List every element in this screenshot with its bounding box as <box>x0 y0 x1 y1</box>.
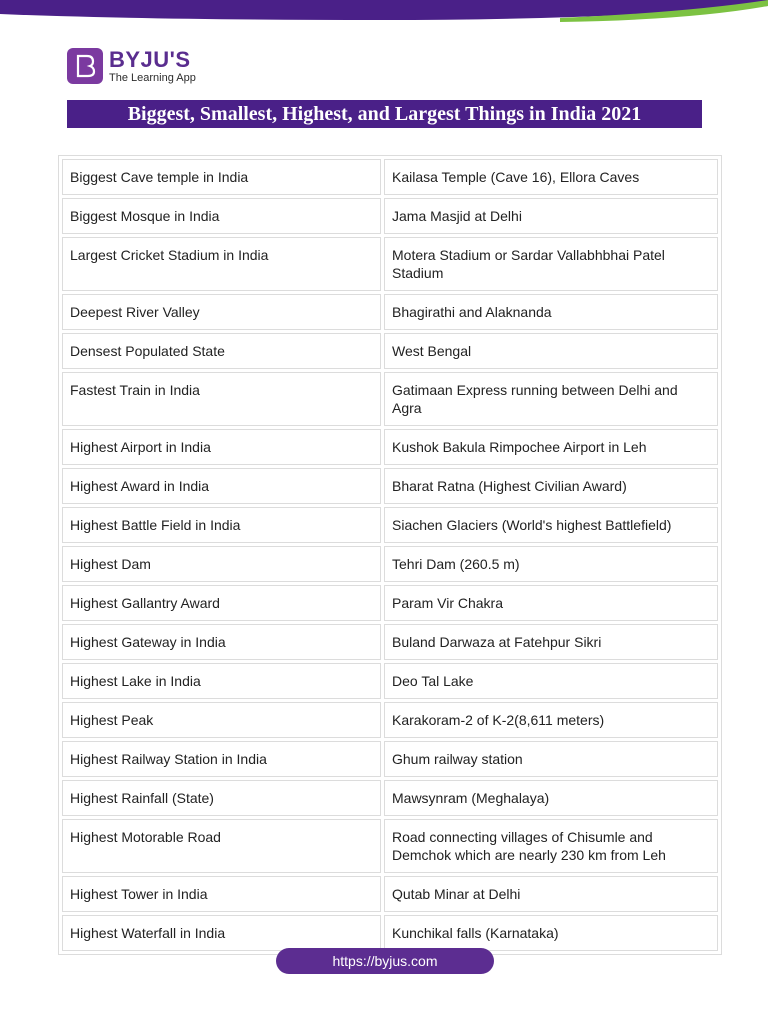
category-cell: Highest Airport in India <box>62 429 381 465</box>
category-cell: Largest Cricket Stadium in India <box>62 237 381 291</box>
category-cell: Highest Railway Station in India <box>62 741 381 777</box>
category-cell: Highest Award in India <box>62 468 381 504</box>
table-row <box>62 372 718 426</box>
facts-table <box>58 155 722 955</box>
category-cell: Highest Peak <box>62 702 381 738</box>
category-cell: Highest Motorable Road <box>62 819 381 873</box>
answer-cell: Jama Masjid at Delhi <box>384 198 718 234</box>
category-cell: Highest Rainfall (State) <box>62 780 381 816</box>
answer-cell: Qutab Minar at Delhi <box>384 876 718 912</box>
category-cell: Biggest Mosque in India <box>62 198 381 234</box>
answer-cell: Karakoram-2 of K-2(8,611 meters) <box>384 702 718 738</box>
table-row <box>62 546 718 582</box>
logo-mark-icon <box>67 48 103 84</box>
category-cell: Biggest Cave temple in India <box>62 159 381 195</box>
category-cell: Highest Waterfall in India <box>62 915 381 951</box>
category-cell: Highest Gallantry Award <box>62 585 381 621</box>
category-cell: Highest Lake in India <box>62 663 381 699</box>
table-row <box>62 819 718 873</box>
table-row <box>62 429 718 465</box>
answer-cell: Motera Stadium or Sardar Vallabhbhai Patel Stadium <box>384 237 718 291</box>
category-cell: Deepest River Valley <box>62 294 381 330</box>
table-row <box>62 876 718 912</box>
answer-cell: Kunchikal falls (Karnataka) <box>384 915 718 951</box>
answer-cell: Kushok Bakula Rimpochee Airport in Leh <box>384 429 718 465</box>
table-row <box>62 507 718 543</box>
table-row <box>62 294 718 330</box>
table-row <box>62 237 718 291</box>
table-row <box>62 741 718 777</box>
category-cell: Fastest Train in India <box>62 372 381 426</box>
table-row <box>62 915 718 951</box>
table-row <box>62 624 718 660</box>
answer-cell: Ghum railway station <box>384 741 718 777</box>
table-row <box>62 468 718 504</box>
logo-name: BYJU'S <box>109 46 191 72</box>
answer-cell: Tehri Dam (260.5 m) <box>384 546 718 582</box>
table-row <box>62 198 718 234</box>
logo-tagline: The Learning App <box>109 71 196 84</box>
answer-cell: Road connecting villages of Chisumle and Demchok which are nearly 230 km from Leh <box>384 819 718 873</box>
table-row <box>62 159 718 195</box>
table-row <box>62 780 718 816</box>
table-row <box>62 585 718 621</box>
website-link[interactable]: https://byjus.com <box>276 948 494 974</box>
answer-cell: Mawsynram (Meghalaya) <box>384 780 718 816</box>
answer-cell: Kailasa Temple (Cave 16), Ellora Caves <box>384 159 718 195</box>
answer-cell: Buland Darwaza at Fatehpur Sikri <box>384 624 718 660</box>
answer-cell: Deo Tal Lake <box>384 663 718 699</box>
answer-cell: West Bengal <box>384 333 718 369</box>
category-cell: Highest Gateway in India <box>62 624 381 660</box>
header-decoration-band <box>0 0 768 24</box>
category-cell: Highest Dam <box>62 546 381 582</box>
table-row <box>62 333 718 369</box>
answer-cell: Gatimaan Express running between Delhi and Agra <box>384 372 718 426</box>
page-title: Biggest, Smallest, Highest, and Largest Things in India 2021 <box>67 100 702 128</box>
answer-cell: Bhagirathi and Alaknanda <box>384 294 718 330</box>
category-cell: Highest Tower in India <box>62 876 381 912</box>
category-cell: Highest Battle Field in India <box>62 507 381 543</box>
table-row <box>62 663 718 699</box>
answer-cell: Bharat Ratna (Highest Civilian Award) <box>384 468 718 504</box>
byjus-logo <box>67 46 196 86</box>
table-row <box>62 702 718 738</box>
category-cell: Densest Populated State <box>62 333 381 369</box>
answer-cell: Siachen Glaciers (World's highest Battlefield) <box>384 507 718 543</box>
answer-cell: Param Vir Chakra <box>384 585 718 621</box>
